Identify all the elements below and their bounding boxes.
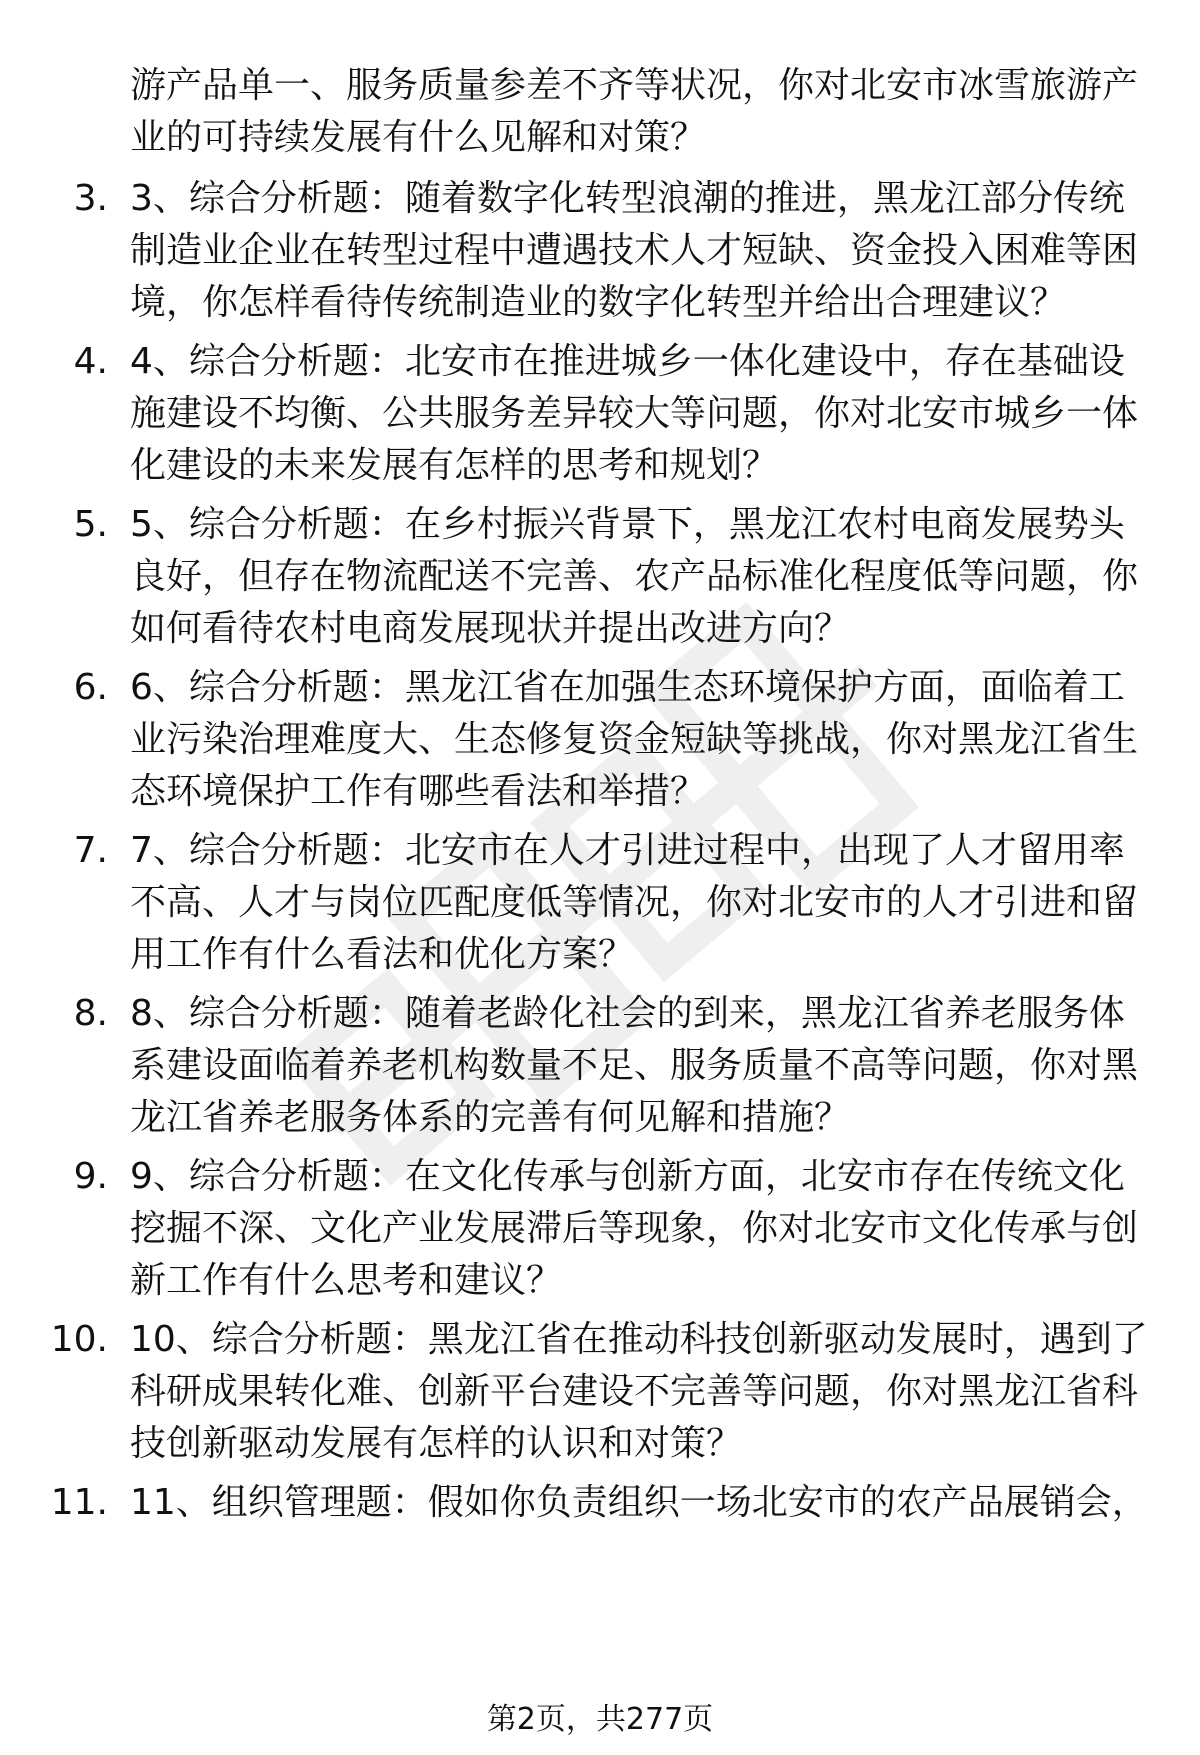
question-text: 9、综合分析题：在文化传承与创新方面，北安市存在传统文化挖掘不深、文化产业发展滞后等现象，你对北安市文化传承与创新工作有什么思考和建议？ — [130, 1156, 1139, 1301]
question-number: 10. — [50, 1319, 108, 1360]
question-text: 11、组织管理题：假如你负责组织一场北安市的农产品展销会， — [130, 1482, 1148, 1523]
question-number: 11. — [50, 1482, 108, 1523]
question-text: 3、综合分析题：随着数字化转型浪潮的推进，黑龙江部分传统制造业企业在转型过程中遭遇技术人才短缺、资金投入困难等困境，你怎样看待传统制造业的数字化转型并给出合理建议？ — [130, 178, 1139, 323]
question-text: 6、综合分析题：黑龙江省在加强生态环境保护方面，面临着工业污染治理难度大、生态修复资金短缺等挑战，你对黑龙江省生态环境保护工作有哪些看法和举措？ — [130, 667, 1139, 812]
question-number: 3. — [73, 178, 108, 219]
question-text: 7、综合分析题：北安市在人才引进过程中，出现了人才留用率不高、人才与岗位匹配度低等情况，你对北安市的人才引进和留用工作有什么看法和优化方案？ — [130, 830, 1139, 975]
page-footer: 第2页，共277页 — [486, 1702, 714, 1737]
question-number: 5. — [73, 504, 108, 545]
question-number: 7. — [73, 830, 108, 871]
question-text: 5、综合分析题：在乡村振兴背景下，黑龙江农村电商发展势头良好，但存在物流配送不完善、农产品标准化程度低等问题，你如何看待农村电商发展现状并提出改进方向？ — [130, 504, 1139, 649]
question-number: 9. — [73, 1156, 108, 1197]
question-text: 4、综合分析题：北安市在推进城乡一体化建设中，存在基础设施建设不均衡、公共服务差异较大等问题，你对北安市城乡一体化建设的未来发展有怎样的思考和规划？ — [130, 341, 1139, 486]
question-number: 4. — [73, 341, 108, 382]
question-2-continuation: 游产品单一、服务质量参差不齐等状况，你对北安市冰雪旅游产业的可持续发展有什么见解和对策？ — [130, 65, 1139, 158]
question-text: 8、综合分析题：随着老龄化社会的到来，黑龙江省养老服务体系建设面临着养老机构数量不足、服务质量不高等问题，你对黑龙江省养老服务体系的完善有何见解和措施？ — [130, 993, 1139, 1138]
question-number: 6. — [73, 667, 108, 708]
question-text: 10、综合分析题：黑龙江省在推动科技创新驱动发展时，遇到了科研成果转化难、创新平台建设不完善等问题，你对黑龙江省科技创新驱动发展有怎样的认识和对策？ — [130, 1319, 1148, 1464]
question-number: 8. — [73, 993, 108, 1034]
